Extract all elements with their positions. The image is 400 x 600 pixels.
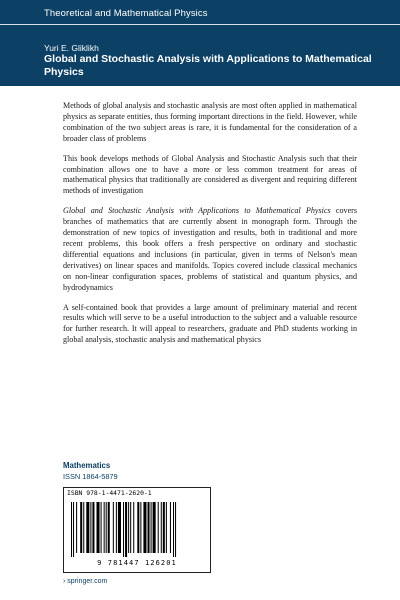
barcode-graphic [69,502,205,557]
barcode-bar [140,502,141,553]
barcode-bar [71,502,72,557]
barcode-bar [86,502,89,553]
blurb-title-italic: Global and Stochastic Analysis with Applications to Mathematical Physics [63,206,331,216]
barcode-bar [113,502,114,553]
barcode-bar [133,502,134,553]
publisher-url: › springer.com [63,578,108,585]
blurb-paragraph-4: A self-contained book that provides a large amount of preliminary material and recent results which will serve to be a useful introduction to the subject and a valuable resource for further research. It will appeal to researchers, graduate and PhD students working in global analysis, stochastic analysis and mathematical physics [63,302,357,345]
barcode-bar [104,502,105,553]
barcode-bar [101,502,102,553]
header-band [0,0,400,86]
barcode-bar [80,502,82,553]
blurb-paragraph-3 [63,206,357,293]
barcode-bar [170,502,171,553]
barcode-bar [161,502,162,553]
barcode-bar [125,502,127,557]
barcode-bar [130,502,131,553]
barcode-bar [128,502,129,553]
barcode-bar [175,502,176,557]
barcode-bar [73,502,74,557]
barcode-bar [123,502,124,557]
barcode-bar [90,502,91,553]
issn-label: ISSN 1864-5879 [63,472,118,481]
barcode-bar [153,502,156,553]
blurb-paragraph-3-text: covers branches of mathematics that are currently absent in monograph form. Through the demonstration of new topics of investigation and results, both in traditional and more recent problems, this book offers a fresh perspective on ordinary and stochastic differential equations and inclusions (in particular, given in terms of Nelson's mean derivatives) on linear spaces and manifolds. Topics covered include classical mechanics on non-linear configuration spaces, problems of statistical and quantum physics, and hydrodynamics [63,206,358,292]
barcode-bar [118,502,121,553]
barcode-bar [163,502,165,553]
book-title: Global and Stochastic Analysis with Applications to Mathematical Physics [44,53,372,78]
barcode-bar [158,502,159,553]
isbn-label: ISBN 978-1-4471-2620-1 [67,489,152,497]
author-name: Yuri E. Gliklikh [44,43,99,53]
barcode-bar [173,502,174,557]
blurb-paragraph-2: This book develops methods of Global Analysis and Stochastic Analysis such that their combination allows one to have a more or less common treatment for areas of mathematical physics that traditionally are considered as divergent and requiring different methods of investigation [63,153,357,196]
barcode-number: 9 781447 126201 [97,559,177,567]
barcode-bar [83,502,84,553]
barcode-bar [97,502,100,553]
series-name: Theoretical and Mathematical Physics [44,8,208,19]
isbn-barcode-box [63,487,211,573]
header-divider [0,24,400,25]
blurb-text [63,101,357,355]
blurb-paragraph-1: Methods of global analysis and stochastic analysis are most often applied in mathematical physics as separate entities, thus forming important directions in the field. However, while combination of the two subject areas is rare, it is fundamental for the consideration of a broader class of problems [63,101,357,143]
barcode-bar [151,502,152,553]
barcode-bar [76,502,77,553]
barcode-bar [137,502,139,553]
barcode-bar [106,502,107,553]
subject-label: Mathematics [63,461,111,470]
barcode-bar [148,502,150,553]
barcode-bar [116,502,117,553]
barcode-bar [166,502,167,553]
barcode-bar [143,502,146,553]
barcode-bar [108,502,110,553]
barcode-bar [92,502,94,553]
